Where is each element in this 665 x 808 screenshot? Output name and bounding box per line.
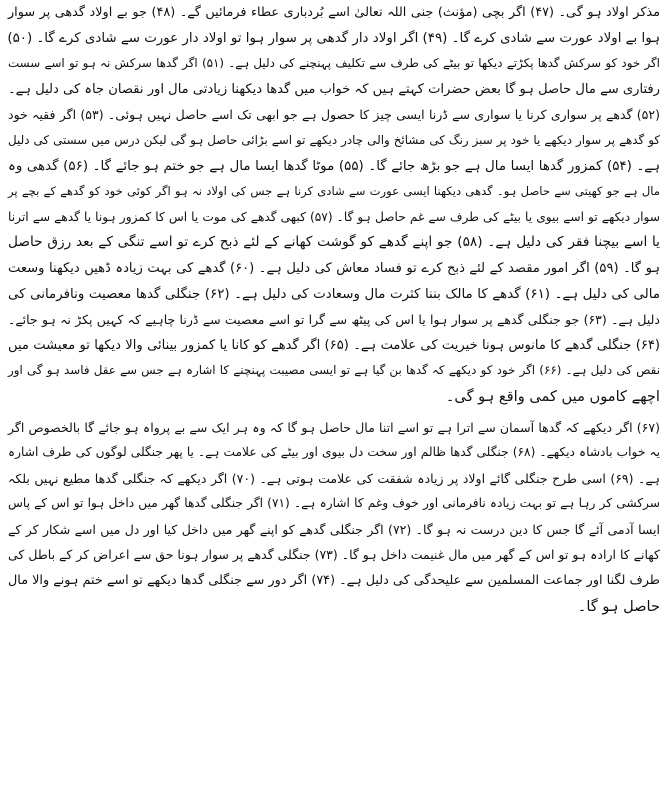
text-line: مالی کی دلیل ہے۔ (۶۱) گدھے کا مالک بننا کثرت مال وسعادت کی دلیل ہے۔ (۶۲) جنگلی گدھا معصیت ونافرمانی کی	[8, 286, 660, 302]
text-line: اگر خود کو سرکش گدھا پکڑتے دیکھا تو بیٹے کی طرف سے تکلیف پہنچنے کی دلیل ہے۔ (۵۱) اگر گدھا سرکش نہ ہو تو اسے سست	[8, 56, 660, 71]
text-line: (۵۲) گدھے پر سواری کرنا یا سواری سے ڈرنا ایسی چیز کا حصول ہے جو ابھی تک اسے حاصل نہیں ہوئی۔ (۵۳) اگر فقیہ خود	[8, 107, 660, 123]
text-line: طرف لگنا اور جماعت المسلمین سے علیحدگی کی دلیل ہے۔ (۷۴) اگر دور سے جنگلی گدھا دیکھے تو اسے ختم ہونے والا مال	[8, 573, 660, 589]
text-line: اچھے کاموں میں کمی واقع ہو گی۔	[445, 387, 660, 405]
text-line: دلیل ہے۔ (۶۳) جو جنگلی گدھے پر سوار ہوا یا اس کی پیٹھ سے گرا تو اسے معصیت سے ڈرنا چاہیے کہ کہیں پکڑ نہ ہو جائے۔	[8, 312, 660, 328]
text-line: یہ خواب بادشاہ دیکھے۔ (۶۸) جنگلی گدھا ظالم اور سخت دل بیوی اور بیٹے کی علامت ہے۔ یا پھر جنگلی لوگوں کی طرف اشارہ	[8, 445, 660, 460]
text-line: ہو گا۔ (۵۹) اگر امور مقصد کے لئے ذبح کرے تو فساد معاش کی دلیل ہے۔ (۶۰) گدھے کی بہت زیادہ ڈھیں دیکھنا وسعت	[8, 260, 661, 276]
text-line: ہے۔ (۵۴) کمزور گدھا ایسا مال ہے جو بڑھ جائے گا۔ (۵۵) موٹا گدھا ایسا مال ہے جو ختم ہو جائے گا۔ (۵۶) گدھی وہ	[8, 158, 660, 174]
text-line: نقص کی دلیل ہے۔ (۶۶) اگر خود کو دیکھے کہ گدھا بن گیا ہے تو ایسی مصیبت پہنچنے کا اشارہ ہے جس سے عقل فاسد ہو گی اور	[8, 363, 660, 378]
text-line: ہے۔ (۶۹) اسی طرح جنگلی گائے اولاد پر زیادہ شفقت کی علامت ہوتی ہے۔ (۷۰) اگر دیکھے کہ جنگلی گدھا مطیع نہیں بلکہ	[8, 470, 661, 486]
text-line: مال ہے جو کھیتی سے حاصل ہو۔ گدھی دیکھنا ایسی عورت سے شادی کرنا ہے جس کی اولاد نہ ہو اگر کوئی خود کو گدھے کے بچے پر	[8, 184, 660, 199]
text-line: رفتاری سے مال حاصل ہو گا بعض حضرات کہتے ہیں کہ خواب میں گدھا دیکھنا زیادتی مال اور نقصان جاہ کی دلیل ہے۔	[8, 81, 660, 97]
paragraph-2	[8, 415, 660, 620]
text-line: مذکر اولاد ہو گی۔ (۴۷) اگر بچی (مؤنث) جنی اللہ تعالیٰ اسے بُردباری عطاء فرمائیں گے۔ (۴۸) جو بے اولاد گدھی پر سوار	[8, 5, 660, 20]
text-line: (۶۷) اگر دیکھے کہ گدھا آسمان سے اترا ہے تو اسے اتنا مال حاصل ہو گا کہ وہ ہر ایک سے بے پرواہ ہو جائے گا بالخصوص اگر	[8, 419, 660, 435]
text-line: ایسا آدمی آئے گا جس کا دین درست نہ ہو گا۔ (۷۲) اگر جنگلی گدھے کو اپنے گھر میں داخل کیا اور دل میں اسے شکار کر کے	[8, 521, 660, 537]
text-line: (۶۴) جنگلی گدھے کا مانوس ہونا خیریت کی علامت ہے۔ (۶۵) اگر گدھے کو کانا یا کمزور بینائی والا دیکھا تو معیشت میں	[8, 337, 660, 353]
text-line: سوار دیکھے تو اسے بیوی یا بیٹے کی طرف سے غم حاصل ہو گا۔ (۵۷) کبھی گدھے کی موت یا اس کا کمزور ہونا یا گدھے سے اترنا	[8, 209, 660, 224]
paragraph-1	[8, 0, 660, 410]
text-line: کو گدھے پر سوار دیکھے یا خود پر سبز رنگ کی مشائخ والی چادر دیکھے تو اسے بڑائی حاصل ہو گی لیکن درس میں سستی کی دلیل	[8, 132, 660, 147]
document-page	[8, 0, 660, 808]
text-line: کھانے کا ارادہ ہو تو اس کے گھر میں مال غنیمت داخل ہو گا۔ (۷۳) جنگلی گدھے پر سوار ہونا حق سے اعراض کر کے باطل کی	[8, 547, 661, 563]
text-line: ہوا بے اولاد عورت سے شادی کرے گا۔ (۴۹) اگر اولاد دار گدھی پر سوار ہوا تو اولاد دار عورت سے شادی کرے گا۔ (۵۰)	[7, 30, 660, 46]
text-line: سرکشی کر رہا ہے تو بہت زیادہ نافرمانی اور خوف وغم کا اشارہ ہے۔ (۷۱) اگر جنگلی گدھا گھر میں داخل ہوا تو اس کے پاس	[8, 496, 660, 511]
text-line: یا اسے بیچنا فقر کی دلیل ہے۔ (۵۸) جو اپنے گدھے کو گوشت کھانے کے لئے ذبح کرے تو اسے تنگی کے بعد رزق حاصل	[8, 234, 660, 251]
text-line: حاصل ہو گا۔	[577, 597, 660, 615]
